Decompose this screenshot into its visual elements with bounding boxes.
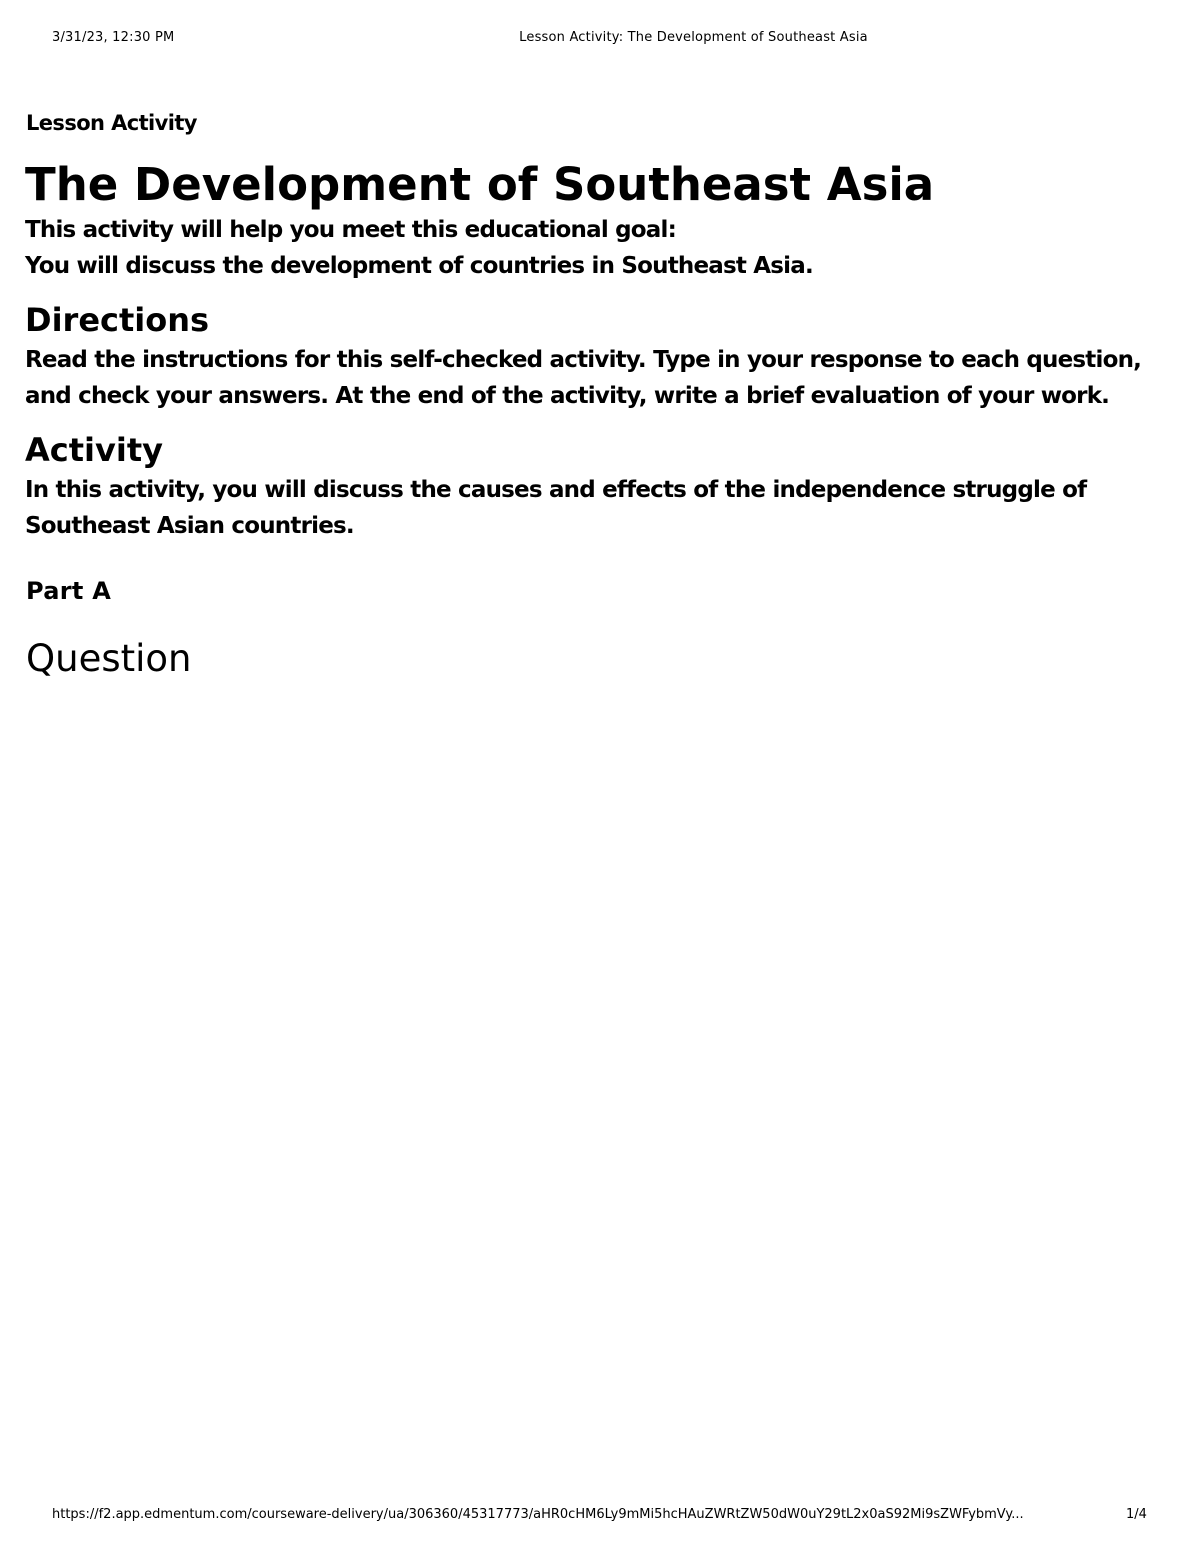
print-url: https://f2.app.edmentum.com/courseware-delivery/ua/306360/45317773/aHR0cHM6Ly9mMi5hcHAuZWRtZW50dW0uY29tL2x0aS92Mi9sZWFybmVy...: [52, 1507, 1024, 1522]
directions-heading: Directions: [25, 301, 210, 339]
goal-intro: This activity will help you meet this educational goal:: [25, 217, 676, 243]
print-header: [0, 30, 1200, 50]
part-label: Part A: [26, 577, 112, 605]
activity-text: In this activity, you will discuss the causes and effects of the independence struggle of Southeast Asian countries.: [25, 477, 1087, 539]
print-document-title: Lesson Activity: The Development of Southeast Asia: [519, 30, 868, 45]
directions-text: Read the instructions for this self-checked activity. Type in your response to each question, and check your answers. At the end of the activity, write a brief evaluation of your work.: [25, 347, 1142, 409]
page-title: The Development of Southeast Asia: [25, 158, 935, 211]
educational-goal: You will discuss the development of countries in Southeast Asia.: [25, 253, 813, 279]
activity-heading: Activity: [25, 431, 163, 469]
print-datetime: 3/31/23, 12:30 PM: [52, 30, 175, 45]
print-footer: [0, 1507, 1200, 1527]
lesson-eyebrow: Lesson Activity: [26, 111, 197, 135]
page-number: 1/4: [1126, 1507, 1147, 1522]
question-heading: Question: [26, 637, 192, 680]
lesson-content: [25, 108, 1175, 682]
